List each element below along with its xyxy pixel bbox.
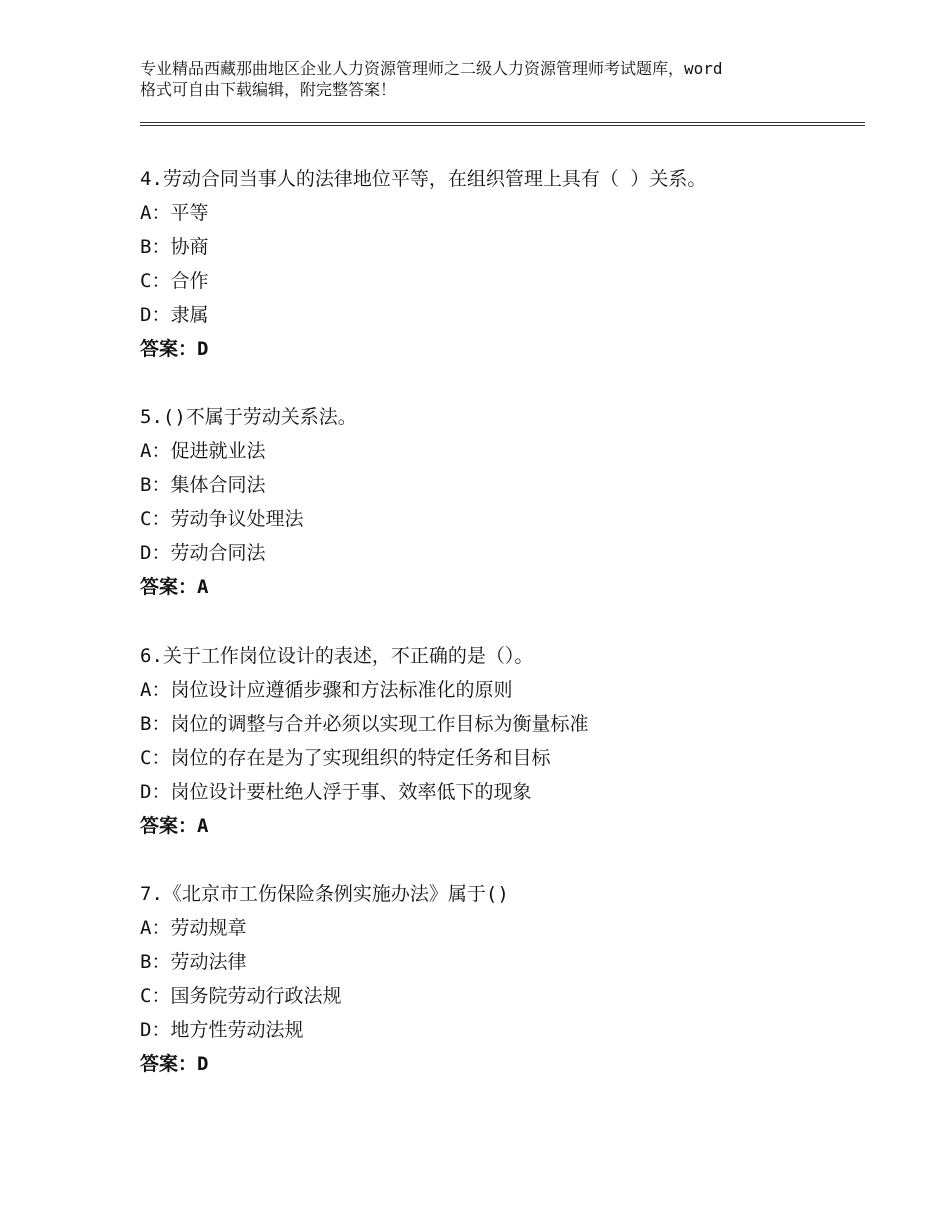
answer-label: 答案：D [140, 338, 209, 360]
question-4 [140, 162, 860, 366]
question-stem: 6.关于工作岗位设计的表述，不正确的是（）。 [140, 645, 534, 667]
option-c: C：岗位的存在是为了实现组织的特定任务和目标 [140, 747, 551, 769]
option-a: A：平等 [140, 202, 209, 224]
answer-label: 答案：A [140, 576, 209, 598]
option-a: A：促进就业法 [140, 440, 266, 462]
document-header [140, 58, 830, 100]
question-5 [140, 400, 860, 604]
question-stem: 5.()不属于劳动关系法。 [140, 406, 357, 428]
option-b: B：集体合同法 [140, 474, 266, 496]
option-d: D：地方性劳动法规 [140, 1019, 304, 1041]
header-line-1: 专业精品西藏那曲地区企业人力资源管理师之二级人力资源管理师考试题库，word [140, 59, 723, 78]
option-a: A：劳动规章 [140, 917, 247, 939]
option-d: D：岗位设计要杜绝人浮于事、效率低下的现象 [140, 781, 532, 803]
option-a: A：岗位设计应遵循步骤和方法标准化的原则 [140, 679, 513, 701]
option-b: B：岗位的调整与合并必须以实现工作目标为衡量标准 [140, 713, 589, 735]
answer-label: 答案：D [140, 1053, 209, 1075]
option-c: C：劳动争议处理法 [140, 508, 304, 530]
option-c: C：国务院劳动行政法规 [140, 985, 342, 1007]
option-d: D：隶属 [140, 304, 209, 326]
question-7 [140, 877, 860, 1081]
header-line-2: 格式可自由下载编辑，附完整答案！ [140, 80, 397, 99]
answer-label: 答案：A [140, 815, 209, 837]
option-b: B：协商 [140, 236, 209, 258]
header-divider-top [140, 122, 865, 123]
option-c: C：合作 [140, 270, 209, 292]
option-d: D：劳动合同法 [140, 542, 266, 564]
question-6 [140, 639, 860, 843]
question-stem: 4.劳动合同当事人的法律地位平等，在组织管理上具有（ ）关系。 [140, 168, 707, 190]
question-stem: 7.《北京市工伤保险条例实施办法》属于() [140, 883, 509, 905]
option-b: B：劳动法律 [140, 951, 247, 973]
header-divider-bottom [140, 125, 865, 126]
